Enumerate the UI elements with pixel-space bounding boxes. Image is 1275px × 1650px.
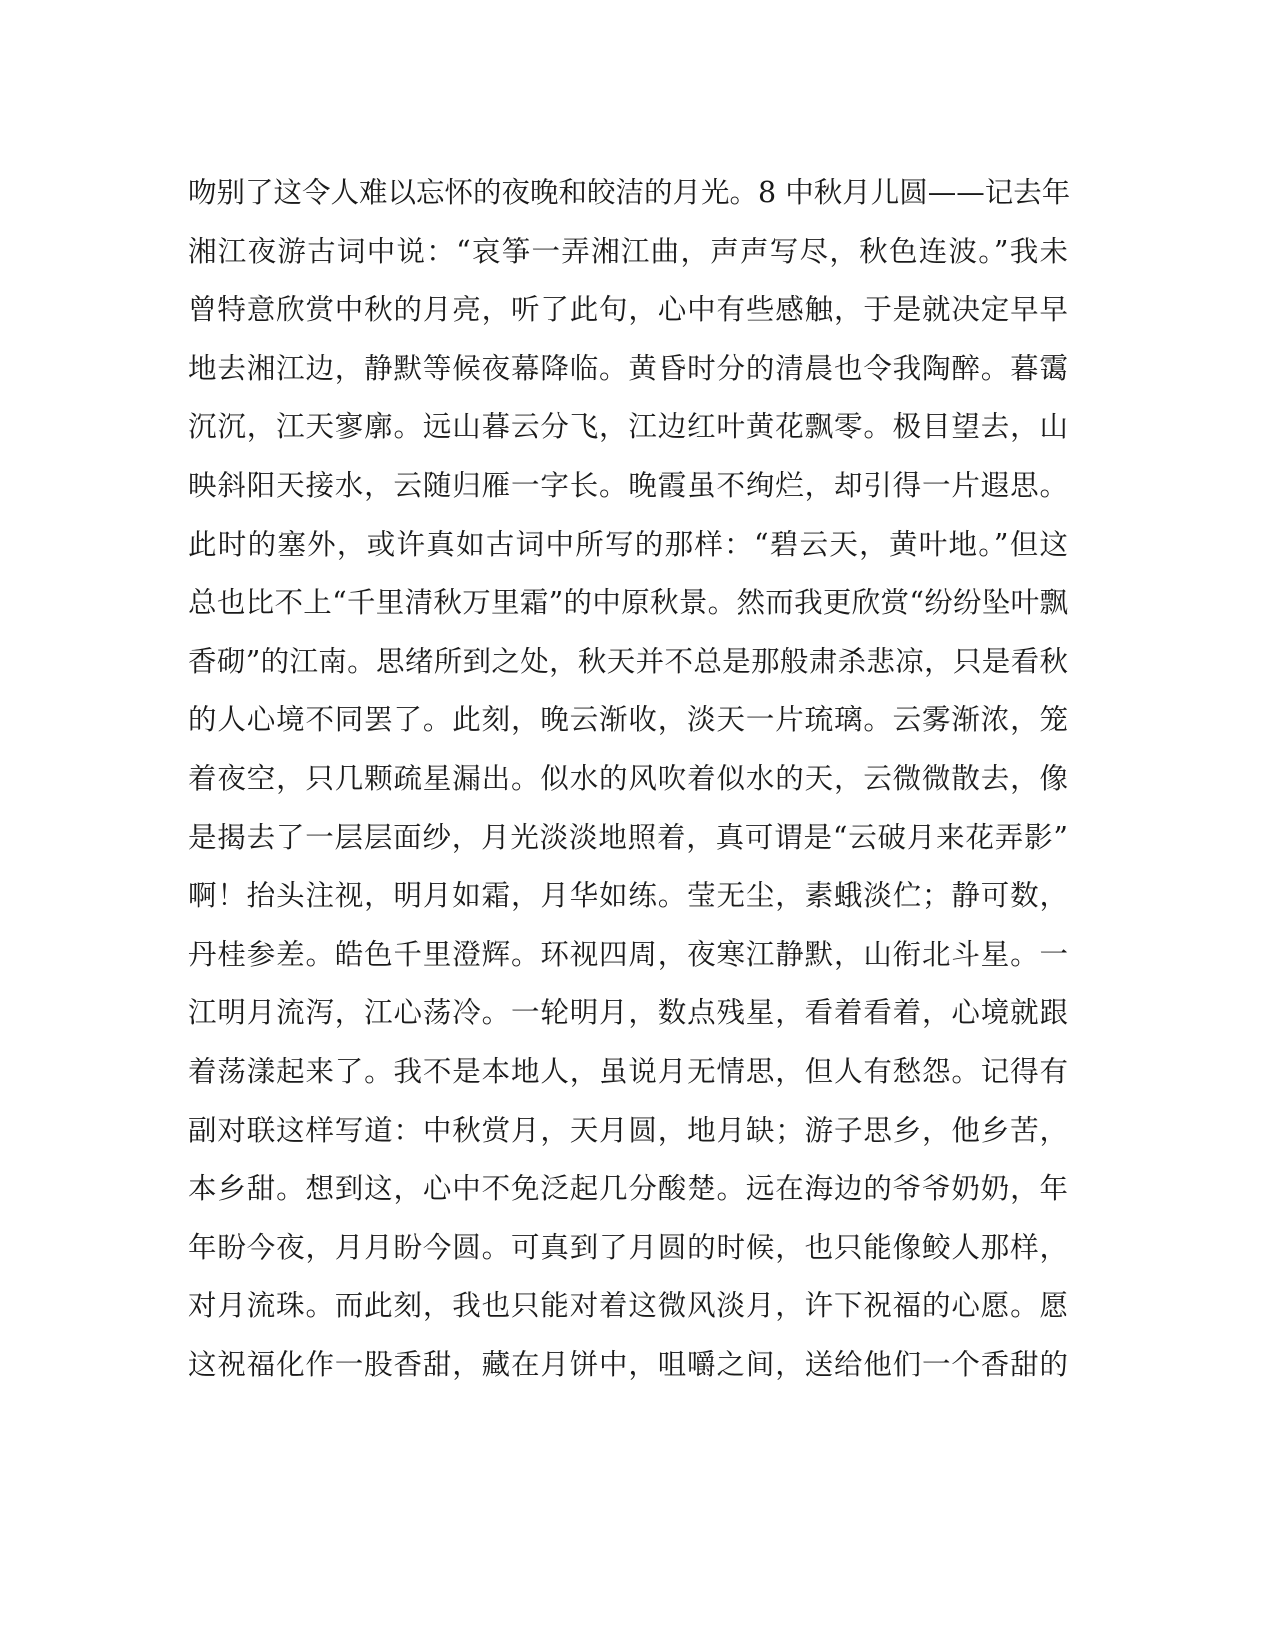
- text-line: 这祝福化作一股香甜，藏在月饼中，咀嚼之间，送给他们一个香甜的: [188, 1347, 1068, 1381]
- text-line: 丹桂参差。皓色千里澄辉。环视四周，夜寒江静默，山衔北斗星。一: [188, 937, 1068, 971]
- text-line: 香砌”的江南。思绪所到之处，秋天并不总是那般肃杀悲凉，只是看秋: [188, 644, 1068, 678]
- text-line: 是揭去了一层层面纱，月光淡淡地照着，真可谓是“云破月来花弄影”: [188, 820, 1068, 854]
- text-line: 总也比不上“千里清秋万里霜”的中原秋景。然而我更欣赏“纷纷坠叶飘: [188, 586, 1068, 620]
- text-line: 地去湘江边，静默等候夜幕降临。黄昏时分的清晨也令我陶醉。暮霭: [188, 351, 1068, 385]
- text-line: 着荡漾起来了。我不是本地人，虽说月无情思，但人有愁怨。记得有: [188, 1054, 1068, 1088]
- text-line: 映斜阳天接水，云随归雁一字长。晚霞虽不绚烂，却引得一片遐思。: [188, 468, 1068, 502]
- text-line: 对月流珠。而此刻，我也只能对着这微风淡月，许下祝福的心愿。愿: [188, 1289, 1068, 1323]
- text-line: 的人心境不同罢了。此刻，晚云渐收，淡天一片琉璃。云雾渐浓，笼: [188, 703, 1068, 737]
- text-line: 副对联这样写道：中秋赏月，天月圆，地月缺；游子思乡，他乡苦，: [188, 1113, 1068, 1147]
- text-line: 沉沉，江天寥廓。远山暮云分飞，江边红叶黄花飘零。极目望去，山: [188, 410, 1068, 444]
- text-line: 啊！抬头注视，明月如霜，月华如练。莹无尘，素蛾淡伫；静可数，: [188, 879, 1068, 913]
- text-line: 本乡甜。想到这，心中不免泛起几分酸楚。远在海边的爷爷奶奶，年: [188, 1172, 1068, 1206]
- text-line: 曾特意欣赏中秋的月亮，听了此句，心中有些感触，于是就决定早早: [188, 293, 1068, 327]
- body-text: [188, 164, 1071, 1394]
- text-line: 湘江夜游古词中说：“哀筝一弄湘江曲，声声写尽，秋色连波。”我未: [188, 234, 1068, 268]
- text-line: 吻别了这令人难以忘怀的夜晚和皎洁的月光。8 中秋月儿圆——记去年: [188, 176, 1071, 209]
- text-line: 年盼今夜，月月盼今圆。可真到了月圆的时候，也只能像鲛人那样，: [188, 1230, 1068, 1264]
- text-line: 着夜空，只几颗疏星漏出。似水的风吹着似水的天，云微微散去，像: [188, 761, 1068, 795]
- text-line: 此时的塞外，或许真如古词中所写的那样：“碧云天，黄叶地。”但这: [188, 527, 1068, 561]
- text-line: 江明月流泻，江心荡冷。一轮明月，数点残星，看着看着，心境就跟: [188, 996, 1068, 1030]
